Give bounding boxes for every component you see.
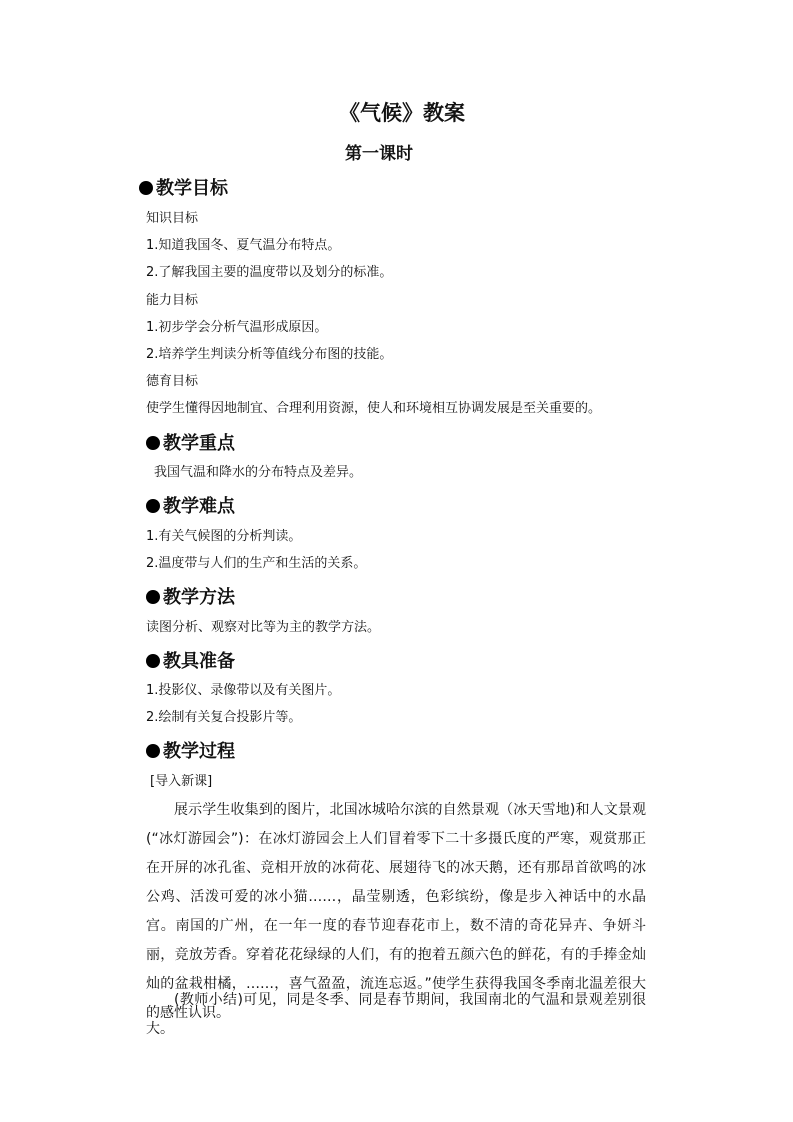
bullet-icon [146,654,160,668]
bullet-icon [146,744,160,758]
key-points-text: 我国气温和降水的分布特点及差异。 [154,465,363,480]
knowledge-item: 1.知道我国冬、夏气温分布特点。 [146,238,341,253]
ability-label: 能力目标 [146,293,199,308]
knowledge-item: 2.了解我国主要的温度带以及划分的标准。 [146,265,393,280]
methods-text: 读图分析、观察对比等为主的教学方法。 [146,620,381,635]
objectives-heading-text: 教学目标 [156,178,228,199]
bullet-icon [139,181,153,195]
ability-item: 2.培养学生判读分析等值线分布图的技能。 [146,347,393,362]
difficulties-item: 1.有关气候图的分析判读。 [146,529,302,544]
difficulties-heading-text: 教学难点 [163,496,235,517]
moral-text: 使学生懂得因地制宜、合理利用资源，使人和环境相互协调发展是至关重要的。 [146,401,602,416]
bullet-icon [146,436,160,450]
moral-label: 德育目标 [146,374,199,389]
tools-item: 1.投影仪、录像带以及有关图片。 [146,683,341,698]
tools-heading [146,647,235,673]
document-title: 《气候》教案 [339,100,465,125]
intro-label: [导入新课] [150,774,213,789]
process-heading [146,737,235,763]
methods-heading [146,583,235,609]
process-paragraph: 展示学生收集到的图片，北国冰城哈尔滨的自然景观（冰天雪地)和人文景观(“冰灯游园会”)：在冰灯游园会上人们冒着零下二十多摄氏度的严寒，观赏那正在开屏的冰孔雀、竞相开放的冰荷花、展翅待飞的冰天鹅，还有那昂首欲鸣的冰公鸡、活泼可爱的冰小猫……，晶莹剔透，色彩缤纷，像是步入神话中的水晶宫。南国的广州，在一年一度的春节迎春花市上，数不清的奇花异卉、争妍斗丽，竞放芳香。穿着花花绿绿的人们，有的抱着五颜六色的鲜花，有的手捧金灿灿的盆栽柑橘，……，喜气盈盈，流连忘返。”使学生获得我国冬季南北温差很大的感性认识。 [146,802,646,1021]
process-heading-text: 教学过程 [163,741,235,762]
document-subtitle: 第一课时 [345,144,413,164]
process-summary: (教师小结)可见，同是冬季、同是春节期间，我国南北的气温和景观差别很大。 [146,992,646,1037]
objectives-heading [139,174,228,200]
methods-heading-text: 教学方法 [163,587,235,608]
tools-heading-text: 教具准备 [163,651,235,672]
bullet-icon [146,590,160,604]
tools-item: 2.绘制有关复合投影片等。 [146,710,302,725]
ability-item: 1.初步学会分析气温形成原因。 [146,320,328,335]
bullet-icon [146,499,160,513]
difficulties-heading [146,492,235,518]
knowledge-label: 知识目标 [146,211,199,226]
difficulties-item: 2.温度带与人们的生产和生活的关系。 [146,556,367,571]
key-points-heading [146,429,235,455]
key-points-heading-text: 教学重点 [163,433,235,454]
